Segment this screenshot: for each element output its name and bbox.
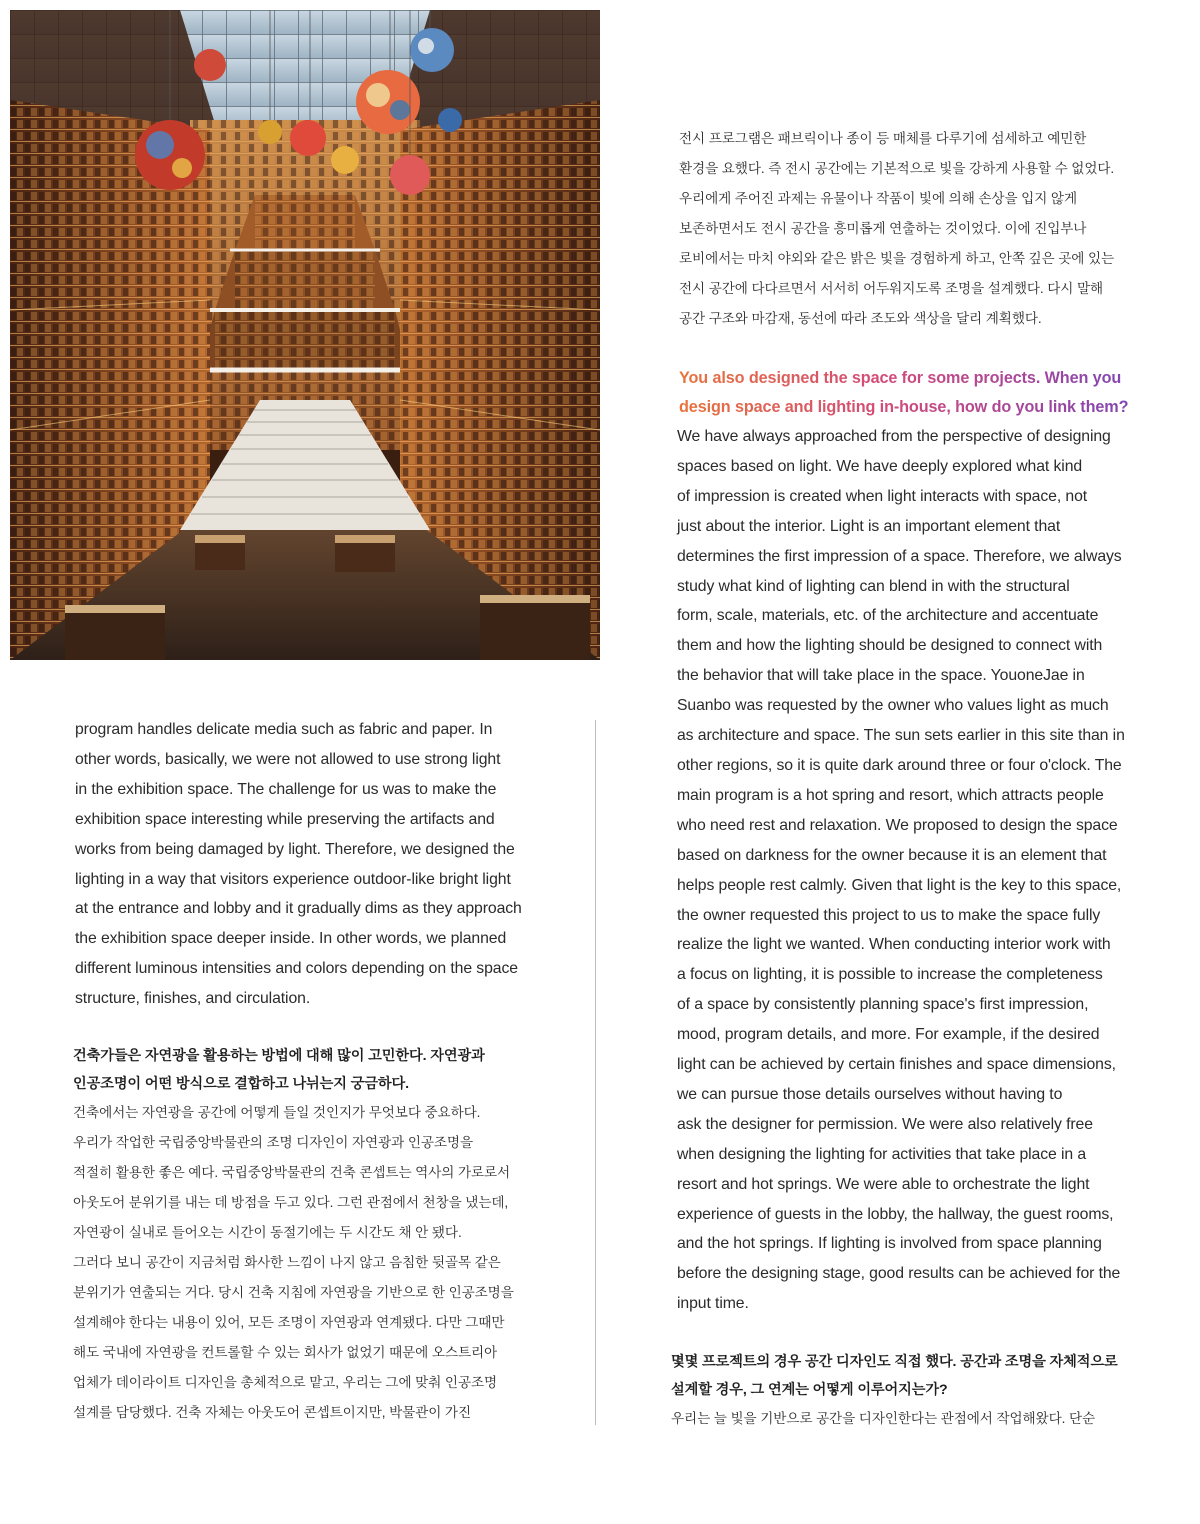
atrium-library-photo [10,10,600,660]
text-line: as architecture and space. The sun sets earlier in this site than in [677,727,1125,745]
text-line: mood, program details, and more. For example, if the desired [677,1026,1100,1044]
left-korean-question [73,1042,573,1098]
text-line: before the designing stage, good results can be achieved for the [677,1265,1121,1283]
text-line: the behavior that will take place in the space. YouoneJae in [677,667,1085,685]
text-line: realize the light we wanted. When conducting interior work with [677,936,1111,954]
left-english-body [75,715,575,1014]
text-line: 건축에서는 자연광을 공간에 어떻게 들일 것인지가 무엇보다 중요하다. [73,1105,481,1120]
right-korean-intro [679,124,1149,334]
text-line: at the entrance and lobby and it gradually dims as they approach [75,900,522,918]
text-line: program handles delicate media such as fabric and paper. In [75,721,493,738]
heading-line: design space and lighting in-house, how do you link them? [679,393,1149,422]
heading-line: 건축가들은 자연광을 활용하는 방법에 대해 많이 고민한다. 자연광과 [73,1048,485,1064]
heading-line: You also designed the space for some projects. When you [679,364,1149,393]
text-line: 우리는 늘 빛을 기반으로 공간을 디자인한다는 관점에서 작업해왔다. 단순 [671,1411,1096,1426]
text-line: other words, basically, we were not allowed to use strong light [75,750,501,768]
right-answer-body [677,422,1147,1319]
text-line: and the hot springs. If lighting is involved from space planning [677,1235,1102,1253]
text-line: lighting in a way that visitors experience outdoor-like bright light [75,870,511,888]
text-line: 설계해야 한다는 내용이 있어, 모든 조명이 자연광과 연계됐다. 다만 그때만 [73,1315,505,1330]
heading-line: 몇몇 프로젝트의 경우 공간 디자인도 직접 했다. 공간과 조명을 자체적으로 [671,1354,1118,1370]
text-line: helps people rest calmly. Given that light is the key to this space, [677,876,1122,894]
right-korean-question [671,1348,1151,1404]
text-line: in the exhibition space. The challenge for us was to make the [75,780,497,798]
text-line: experience of guests in the lobby, the hallway, the guest rooms, [677,1205,1114,1223]
text-line: Suanbo was requested by the owner who values light as much [677,697,1109,715]
text-line: based on darkness for the owner because it is an element that [677,846,1107,864]
text-line: 해도 국내에 자연광을 컨트롤할 수 있는 회사가 없었기 때문에 오스트리아 [73,1345,498,1360]
text-line: 우리에게 주어진 과제는 유물이나 작품이 빛에 의해 손상을 입지 않게 [679,191,1077,206]
text-line: them and how the lighting should be designed to connect with [677,637,1103,655]
text-line: 환경을 요했다. 즉 전시 공간에는 기본적으로 빛을 강하게 사용할 수 없었다. [679,161,1115,176]
text-line: form, scale, materials, etc. of the architecture and accentuate [677,607,1099,625]
text-line: the owner requested this project to us to make the space fully [677,906,1101,924]
heading-line: 인공조명이 어떤 방식으로 결합하고 나뉘는지 궁금하다. [73,1076,409,1092]
text-line: 분위기가 연출되는 거다. 당시 건축 지침에 자연광을 기반으로 한 인공조명을 [73,1285,514,1300]
text-line: 아웃도어 분위기를 내는 데 방점을 두고 있다. 그런 관점에서 천창을 냈는데, [73,1195,509,1210]
text-line: 자연광이 실내로 들어오는 시간이 동절기에는 두 시간도 채 안 됐다. [73,1225,462,1240]
right-question-heading [679,364,1149,421]
text-line: 업체가 데이라이트 디자인을 총체적으로 맡고, 우리는 그에 맞춰 인공조명 [73,1375,498,1390]
text-line: We have always approached from the perspective of designing [677,428,1111,445]
text-line: input time. [677,1295,749,1313]
text-line: 전시 프로그램은 패브릭이나 종이 등 매체를 다루기에 섬세하고 예민한 [679,131,1087,146]
text-line: when designing the lighting for activities that take place in a [677,1145,1087,1163]
text-line: of a space by consistently planning space's first impression, [677,996,1089,1014]
text-line: study what kind of lighting can blend in with the structural [677,577,1070,595]
left-korean-answer [73,1098,573,1428]
text-line: 공간 구조와 마감재, 동선에 따라 조도와 색상을 달리 계획했다. [679,311,1042,326]
text-line: a focus on lighting, it is possible to increase the completeness [677,966,1103,984]
text-line: 적절히 활용한 좋은 예다. 국립중앙박물관의 건축 콘셉트는 역사의 가로로서 [73,1165,511,1180]
text-line: structure, finishes, and circulation. [75,990,311,1008]
text-line: different luminous intensities and colors depending on the space [75,960,518,978]
text-line: we can pursue those details ourselves without having to [677,1085,1063,1103]
text-line: determines the first impression of a space. Therefore, we always [677,547,1122,565]
text-line: the exhibition space deeper inside. In other words, we planned [75,930,507,948]
text-line: resort and hot springs. We were able to orchestrate the light [677,1175,1090,1193]
text-line: exhibition space interesting while preserving the artifacts and [75,810,495,828]
text-line: other regions, so it is quite dark around three or four o'clock. The [677,756,1122,774]
right-korean-answer [671,1404,1151,1434]
text-line: just about the interior. Light is an important element that [677,517,1061,535]
heading-line: 설계할 경우, 그 연계는 어떻게 이루어지는가? [671,1382,948,1398]
text-line: light can be achieved by certain finishes and space dimensions, [677,1056,1116,1074]
text-line: 전시 공간에 다다르면서 서서히 어두워지도록 조명을 설계했다. 다시 말해 [679,281,1104,296]
text-line: 우리가 작업한 국립중앙박물관의 조명 디자인이 자연광과 인공조명을 [73,1135,473,1150]
text-line: main program is a hot spring and resort, which attracts people [677,786,1104,804]
text-line: of impression is created when light interacts with space, not [677,487,1088,505]
text-line: 그러다 보니 공간이 지금처럼 화사한 느낌이 나지 않고 음침한 뒷골목 같은 [73,1255,501,1270]
text-line: 설계를 담당했다. 건축 자체는 아웃도어 콘셉트이지만, 박물관이 가진 [73,1405,471,1420]
text-line: ask the designer for permission. We were also relatively free [677,1115,1093,1133]
text-line: 보존하면서도 전시 공간을 흥미롭게 연출하는 것이었다. 이에 진입부나 [679,221,1087,236]
text-line: spaces based on light. We have deeply explored what kind [677,457,1083,475]
column-divider [595,720,596,1425]
text-line: works from being damaged by light. Therefore, we designed the [75,840,515,858]
text-line: who need rest and relaxation. We proposed to design the space [677,816,1118,834]
text-line: 로비에서는 마치 야외와 같은 밝은 빛을 경험하게 하고, 안쪽 깊은 곳에 있는 [679,251,1115,266]
